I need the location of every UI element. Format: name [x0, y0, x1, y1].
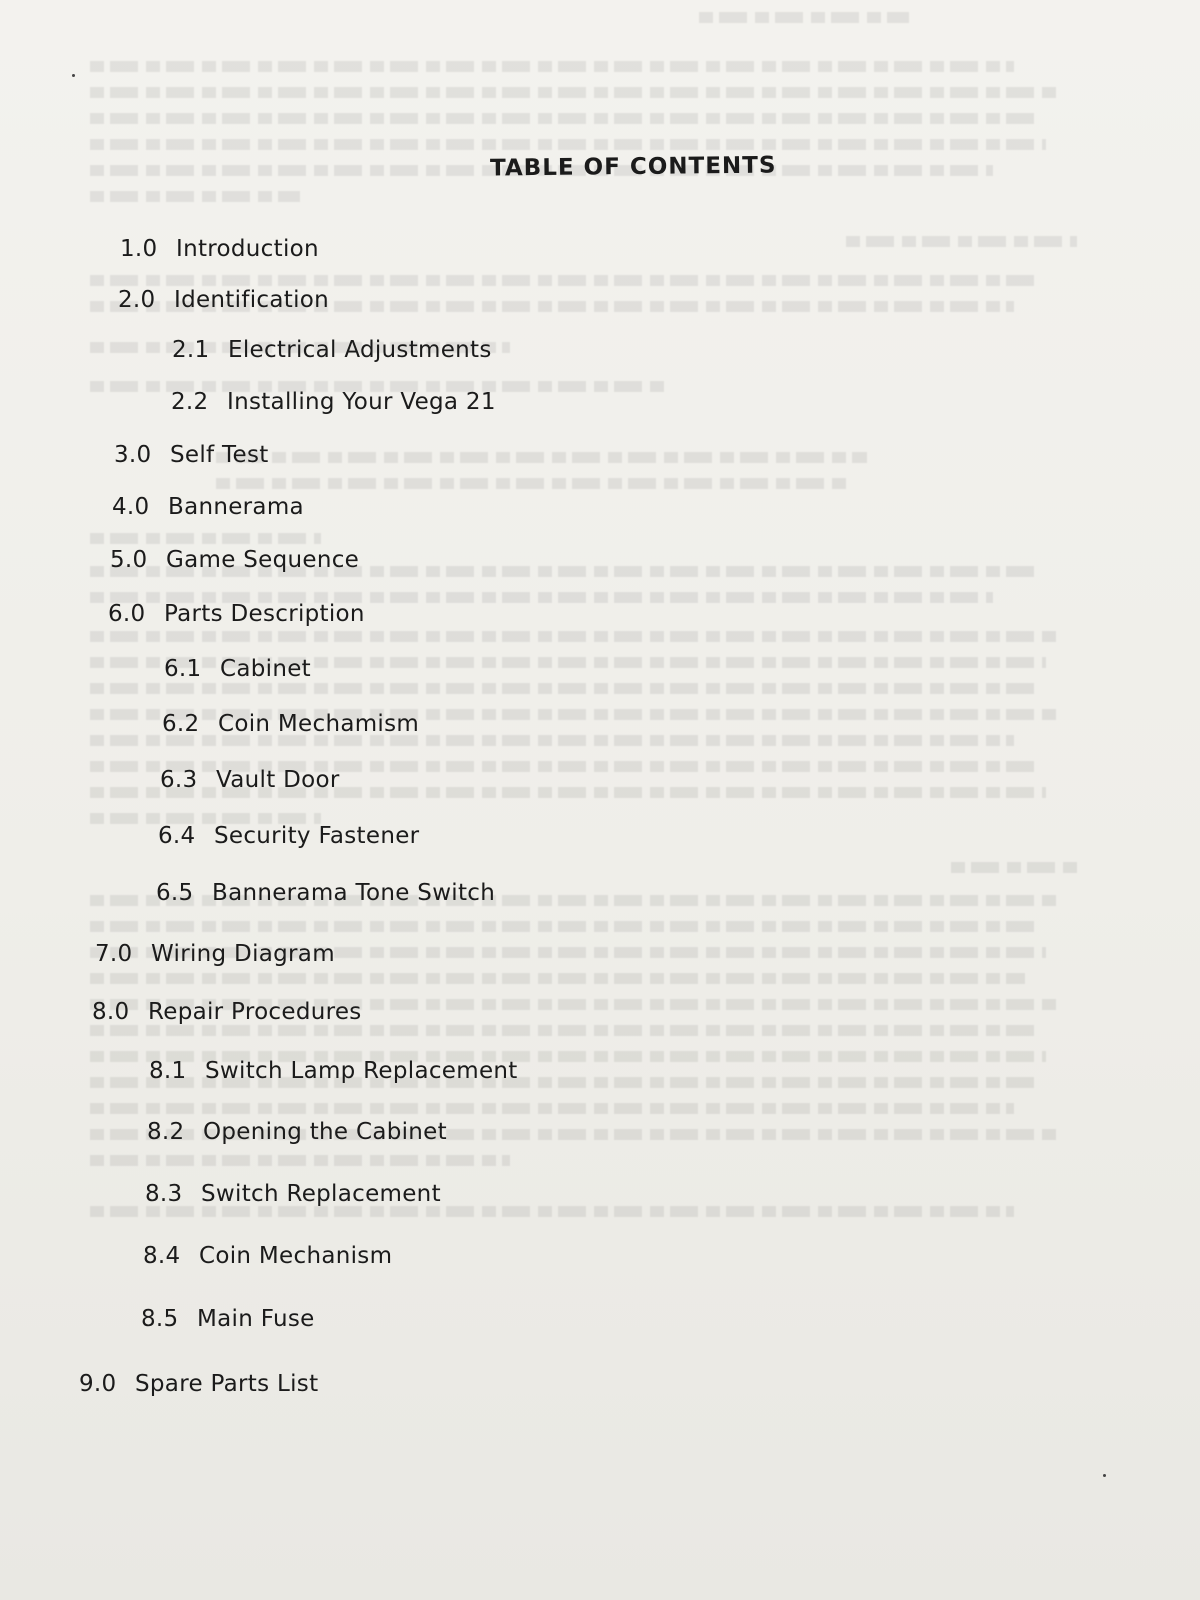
toc-entry-introduction	[120, 236, 319, 262]
speck-mark	[72, 74, 75, 77]
toc-number: 8.1	[149, 1058, 187, 1084]
toc-entry-switch-replacement	[145, 1181, 441, 1207]
toc-entry-parts-description	[108, 601, 365, 627]
toc-number: 8.3	[145, 1181, 183, 1207]
toc-entry-bannerama	[112, 494, 304, 520]
toc-label: Vault Door	[216, 767, 340, 793]
toc-label: Switch Replacement	[201, 1181, 441, 1207]
toc-label: Spare Parts List	[135, 1371, 319, 1397]
toc-number: 6.1	[164, 656, 202, 682]
toc-number: 6.3	[160, 767, 198, 793]
toc-number: 6.5	[156, 880, 194, 906]
toc-entry-electrical-adjustments	[172, 337, 492, 363]
toc-number: 9.0	[79, 1371, 117, 1397]
toc-label: Identification	[174, 287, 330, 313]
toc-number: 6.0	[108, 601, 146, 627]
toc-label: Main Fuse	[197, 1306, 315, 1332]
toc-label: Parts Description	[164, 601, 365, 627]
toc-number: 2.1	[172, 337, 210, 363]
toc-number: 4.0	[112, 494, 150, 520]
toc-entry-coin-mechamism	[162, 711, 419, 737]
toc-label: Installing Your Vega 21	[227, 389, 496, 415]
toc-label: Self Test	[170, 442, 269, 468]
toc-entry-wiring-diagram	[95, 941, 335, 967]
toc-label: Bannerama Tone Switch	[212, 880, 496, 906]
toc-number: 6.2	[162, 711, 200, 737]
toc-number: 8.2	[147, 1119, 185, 1145]
toc-entry-spare-parts-list	[79, 1371, 318, 1397]
toc-entry-coin-mechanism	[143, 1243, 392, 1269]
toc-label: Cabinet	[220, 656, 311, 682]
toc-entry-cabinet	[164, 656, 311, 682]
toc-number: 1.0	[120, 236, 158, 262]
toc-label: Switch Lamp Replacement	[205, 1058, 518, 1084]
toc-label: Coin Mechanism	[199, 1243, 393, 1269]
toc-number: 8.5	[141, 1306, 179, 1332]
toc-label: Game Sequence	[166, 547, 360, 573]
toc-number: 7.0	[95, 941, 133, 967]
toc-entry-self-test	[114, 442, 269, 468]
toc-entry-opening-the-cabinet	[147, 1119, 447, 1145]
toc-label: Repair Procedures	[148, 999, 362, 1025]
toc-label: Introduction	[176, 236, 319, 262]
toc-label: Wiring Diagram	[151, 941, 335, 967]
toc-label: Opening the Cabinet	[203, 1119, 447, 1145]
toc-number: 6.4	[158, 823, 196, 849]
toc-label: Coin Mechamism	[218, 711, 420, 737]
toc-number: 5.0	[110, 547, 148, 573]
speck-mark	[1103, 1474, 1106, 1477]
page-title: TABLE OF CONTENTS	[489, 152, 777, 182]
toc-label: Bannerama	[168, 494, 304, 520]
toc-entry-main-fuse	[141, 1306, 315, 1332]
toc-number: 3.0	[114, 442, 152, 468]
toc-label: Security Fastener	[214, 823, 420, 849]
toc-entry-vault-door	[160, 767, 340, 793]
toc-entry-repair-procedures	[92, 999, 362, 1025]
toc-entry-security-fastener	[158, 823, 419, 849]
toc-entry-bannerama-tone-switch	[156, 880, 495, 906]
toc-entry-switch-lamp-replacement	[149, 1058, 518, 1084]
toc-number: 2.2	[171, 389, 209, 415]
toc-number: 8.4	[143, 1243, 181, 1269]
toc-number: 8.0	[92, 999, 130, 1025]
toc-number: 2.0	[118, 287, 156, 313]
toc-entry-identification	[118, 287, 329, 313]
toc-entry-game-sequence	[110, 547, 359, 573]
toc-entry-installing-vega-21	[171, 389, 496, 415]
toc-label: Electrical Adjustments	[228, 337, 492, 363]
